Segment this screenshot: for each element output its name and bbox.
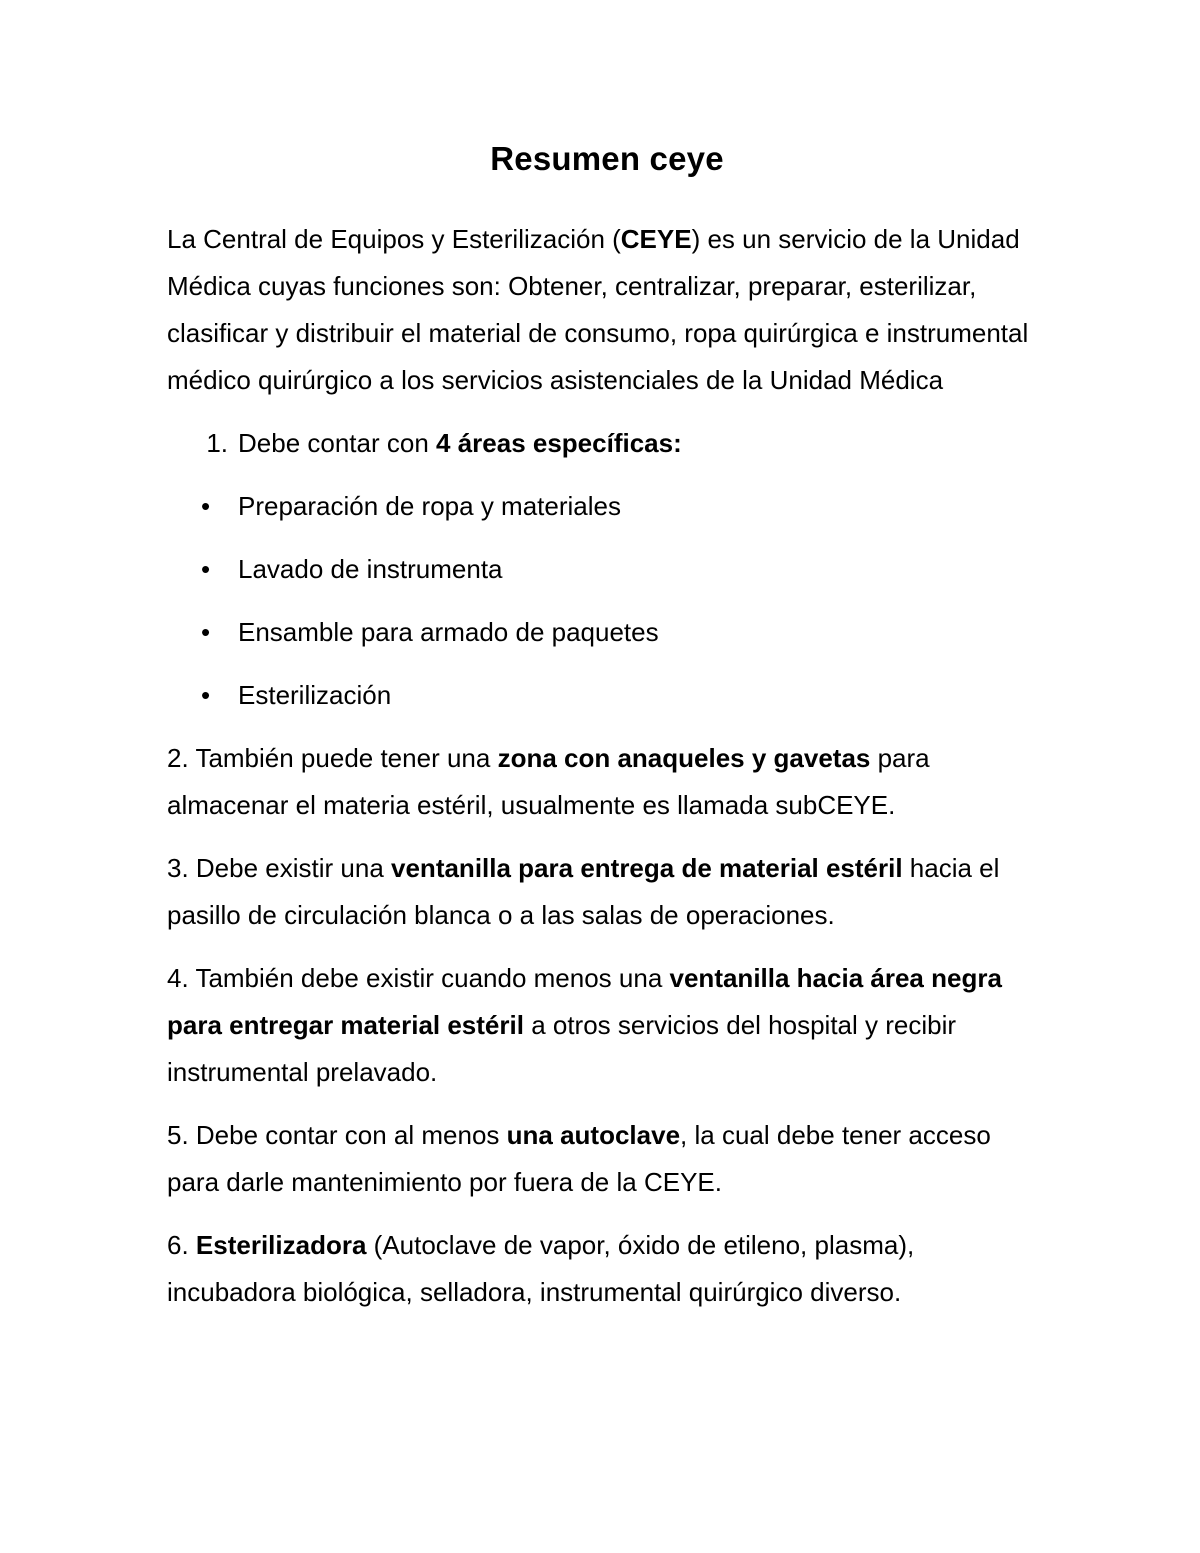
intro-text-c: ) es un servicio de la Unidad Médica cuyas funciones son: Obtener, centralizar, preparar, esterilizar, clasificar y distribuir el material de consumo, ropa quirúrgica e instrumental médico quirúrgico a los servicios asistenciales de la Unidad Médica	[167, 224, 1029, 395]
item-3-text-c: hacia el pasillo de circulación blanca o a las salas de operaciones.	[167, 853, 1000, 930]
item-3-text-a: 3. Debe existir una	[167, 853, 392, 883]
item-6-text-c: (Autoclave de vapor, óxido de etileno, plasma), incubadora biológica, selladora, instrumental quirúrgico diverso.	[167, 1230, 915, 1307]
item-2-paragraph	[167, 735, 1047, 829]
bullet-icon: •	[201, 617, 211, 647]
list-item-text: Ensamble para armado de paquetes	[238, 617, 659, 647]
item-4-text-c: a otros servicios del hospital y recibir instrumental prelavado.	[167, 1010, 957, 1087]
item-4-text-bold: ventanilla hacia área negra para entregar material estéril	[167, 963, 1002, 1040]
list-item	[167, 672, 1047, 719]
item-2-text-bold: zona con anaqueles y gavetas	[497, 743, 871, 773]
list-item-text: Preparación de ropa y materiales	[238, 491, 621, 521]
item-5-text-bold: una autoclave	[506, 1120, 681, 1150]
item-3-paragraph	[167, 845, 1047, 939]
item-2-text-c: para almacenar el materia estéril, usualmente es llamada subCEYE.	[167, 743, 930, 820]
areas-bullet-list	[167, 483, 1047, 719]
document-page	[167, 140, 1047, 1332]
item-5-paragraph	[167, 1112, 1047, 1206]
list-item	[167, 609, 1047, 656]
intro-paragraph	[167, 216, 1047, 404]
bullet-icon: •	[201, 680, 211, 710]
list-item-text: Lavado de instrumenta	[238, 554, 503, 584]
numbered-item-1	[167, 420, 1047, 467]
bullet-icon: •	[201, 554, 211, 584]
list-item-text: Esterilización	[238, 680, 392, 710]
list-item	[167, 483, 1047, 530]
item-5-text-c: , la cual debe tener acceso para darle mantenimiento por fuera de la CEYE.	[167, 1120, 991, 1197]
item-3-text-bold: ventanilla para entrega de material estéril	[391, 853, 903, 883]
item-4-text-a: 4. También debe existir cuando menos una	[167, 963, 670, 993]
list-item	[167, 546, 1047, 593]
item-1-text-a: Debe contar con	[238, 428, 437, 458]
item-1-text-bold: 4 áreas específicas:	[436, 428, 682, 458]
document-title: Resumen ceye	[490, 140, 724, 177]
item-6-paragraph	[167, 1222, 1047, 1316]
intro-text-bold: CEYE	[620, 224, 692, 254]
item-1-number: 1.	[206, 428, 228, 458]
item-5-text-a: 5. Debe contar con al menos	[167, 1120, 507, 1150]
item-6-text-bold: Esterilizadora	[195, 1230, 367, 1260]
item-1-text	[238, 420, 682, 467]
item-2-text-a: 2. También puede tener una	[167, 743, 498, 773]
intro-text-a: La Central de Equipos y Esterilización (	[167, 224, 621, 254]
item-6-text-a: 6.	[167, 1230, 196, 1260]
bullet-icon: •	[201, 491, 211, 521]
item-4-paragraph	[167, 955, 1047, 1096]
